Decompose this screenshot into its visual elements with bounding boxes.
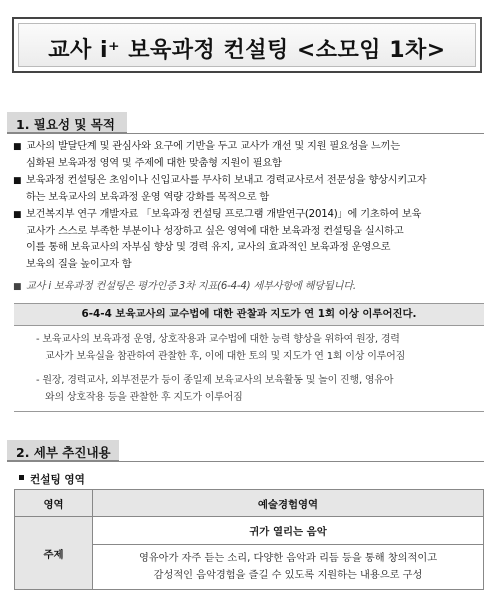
purpose-line: 교사 i 보육과정 컨설팅은 평가인증 3차 지표(6-4-4) 세부사항에 해당됩니다. bbox=[26, 281, 356, 292]
theme-desc-line: 감성적인 음악경험을 즐길 수 있도록 지원하는 내용으로 구성 bbox=[153, 570, 423, 581]
indicator-line: 와의 상호작용 등을 관찰한 후 지도가 이루어짐 bbox=[45, 391, 243, 403]
purpose-line: 교사가 스스로 부족한 부분이나 성장하고 싶은 영역에 대한 보육과정 컨설팅을 실시하고 bbox=[26, 225, 404, 237]
section-heading-purpose: 1. 필요성 및 목적 bbox=[7, 112, 127, 134]
indicator-line: 교사가 보육실을 참관하여 관찰한 후, 이에 대한 토의 및 지도가 연 1회 이상 이루어짐 bbox=[45, 350, 406, 362]
purpose-line: 이를 통해 보육교사의 자부심 향상 및 경력 유지, 교사의 효과적인 보육과정 운영으로 bbox=[26, 242, 391, 253]
indicator-item bbox=[36, 332, 491, 365]
page-title: 교사 i⁺ 보육과정 컨설팅 <소모임 1차> bbox=[48, 38, 446, 63]
square-bullet-icon bbox=[19, 475, 24, 480]
bullet-icon: ■ bbox=[13, 282, 22, 292]
purpose-line: 보육의 질을 높이고자 함 bbox=[26, 258, 132, 270]
header-area: 영역 bbox=[15, 490, 93, 517]
bullet-icon: ■ bbox=[13, 142, 22, 152]
consulting-area-label bbox=[30, 472, 85, 487]
indicator-item bbox=[36, 373, 491, 406]
indicator-heading: 6-4-4 보육교사의 교수법에 대한 관찰과 지도가 연 1회 이상 이루어진다. bbox=[14, 303, 484, 326]
section-rule bbox=[119, 461, 484, 462]
indicator-line: - 보육교사의 보육과정 운영, 상호작용과 교수법에 대한 능력 향상을 위하여 원장, 경력 bbox=[36, 334, 400, 345]
section-heading-details: 2. 세부 추진내용 bbox=[7, 440, 119, 462]
indicator-line: - 원장, 경력교사, 외부전문가 등이 종일제 보육교사의 보육활동 및 놀이 진행, 영유아 bbox=[36, 375, 394, 386]
bullet-icon: ■ bbox=[13, 210, 22, 220]
indicator-box bbox=[14, 326, 484, 412]
purpose-line: 심화된 보육과정 영역 및 주제에 대한 맞춤형 지원이 필요함 bbox=[26, 157, 282, 169]
table-row bbox=[15, 517, 484, 545]
section-rule bbox=[127, 133, 484, 134]
bullet-icon: ■ bbox=[13, 176, 22, 186]
purpose-item bbox=[13, 173, 488, 206]
purpose-item bbox=[13, 139, 488, 172]
theme-desc-line: 영유아가 자주 듣는 소리, 다양한 음악과 리듬 등을 통해 창의적이고 bbox=[138, 553, 438, 564]
theme-title: 귀가 열리는 음악 bbox=[93, 517, 484, 545]
row-label-theme: 주제 bbox=[15, 517, 93, 590]
purpose-item bbox=[13, 279, 488, 296]
table-header-row bbox=[15, 490, 484, 517]
purpose-line: 하는 보육교사의 보육과정 운영 역량 강화를 목적으로 함 bbox=[26, 191, 270, 203]
title-box bbox=[12, 17, 482, 73]
purpose-line: 보건복지부 연구 개발자료 「보육과정 컨설팅 프로그램 개발연구(2014)」에 기초하여 보육 bbox=[26, 209, 422, 220]
purpose-line: 보육과정 컨설팅은 초임이나 신입교사를 무사히 보내고 경력교사로서 전문성을 향상시키고자 bbox=[26, 175, 427, 186]
consulting-table bbox=[14, 489, 484, 590]
purpose-item bbox=[13, 207, 488, 273]
purpose-line: 교사의 발달단계 및 관심사와 요구에 기반을 두고 교사가 개선 및 지원 필요성을 느끼는 bbox=[26, 141, 400, 152]
theme-description bbox=[93, 545, 484, 590]
consulting-area-text: 컨설팅 영역 bbox=[30, 474, 85, 486]
header-area-value: 예술경험영역 bbox=[93, 490, 484, 517]
